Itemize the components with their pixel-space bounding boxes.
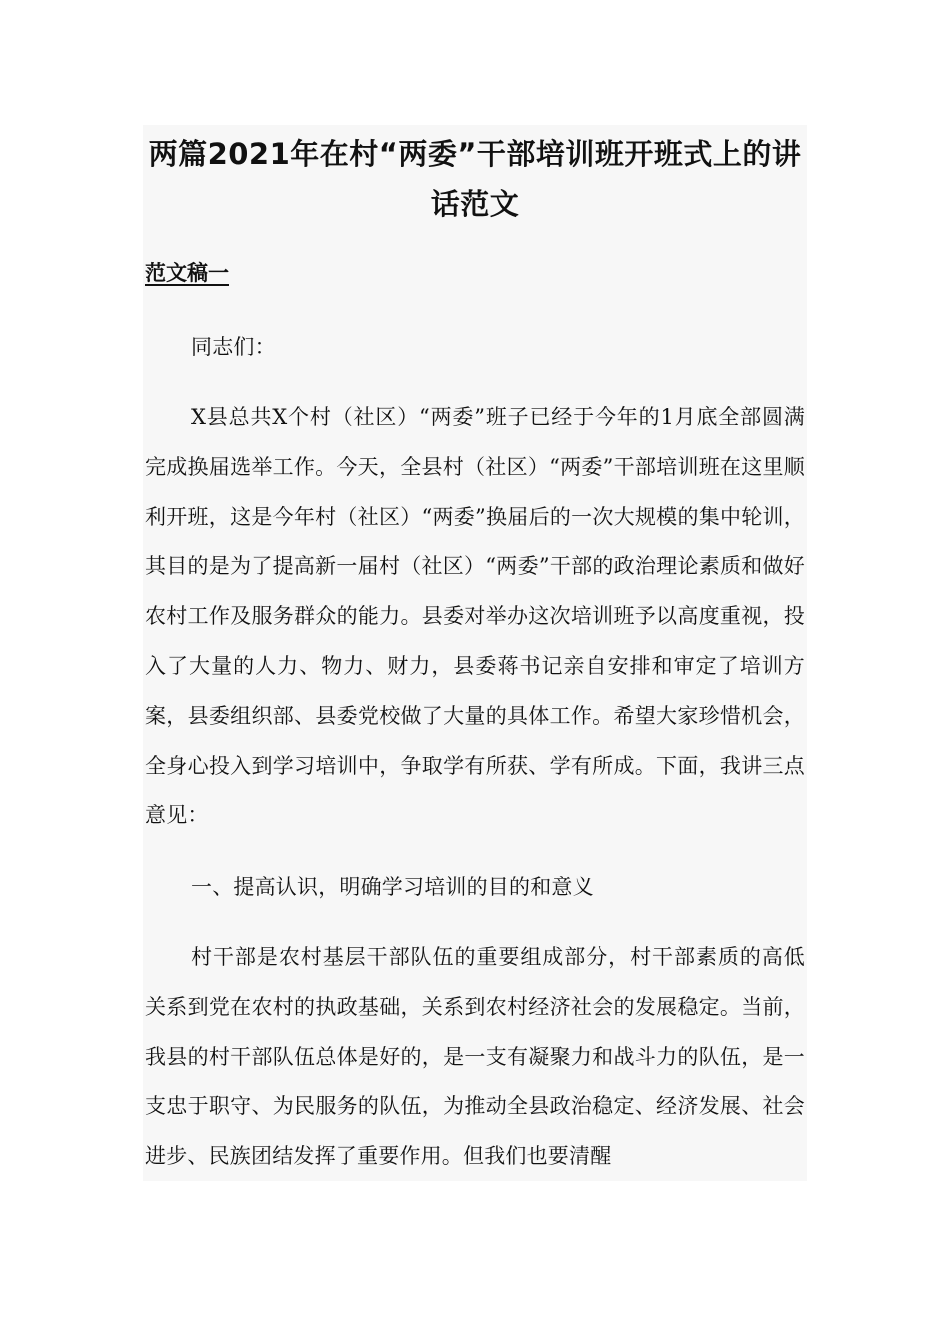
salutation: 同志们：	[191, 335, 276, 359]
paragraph-2: 村干部是农村基层干部队伍的重要组成部分，村干部素质的高低关系到党在农村的执政基础，关系到农村经济社会的发展稳定。当前，我县的村干部队伍总体是好的，是一支有凝聚力和战斗力的队伍，是一支忠于职守、为民服务的队伍，为推动全县政治稳定、经济发展、社会进步、民族团结发挥了重要作用。但我们也要清醒	[145, 945, 805, 1169]
paragraph-1: X县总共X个村（社区）“两委”班子已经于今年的1月底全部圆满完成换届选举工作。今天，全县村（社区）“两委”干部培训班在这里顺利开班，这是今年村（社区）“两委”换届后的一次大规模的集中轮训，其目的是为了提高新一届村（社区）“两委”干部的政治理论素质和做好农村工作及服务群众的能力。县委对举办这次培训班予以高度重视，投入了大量的人力、物力、财力，县委蒋书记亲自安排和审定了培训方案，县委组织部、县委党校做了大量的具体工作。希望大家珍惜机会，全身心投入到学习培训中，争取学有所获、学有所成。下面，我讲三点意见：	[145, 405, 805, 828]
section-heading-1: 一、提高认识，明确学习培训的目的和意义	[191, 875, 594, 899]
section-label: 范文稿一	[145, 261, 229, 285]
document-title: 两篇2021年在村“两委”干部培训班开班式上的讲话范文	[148, 137, 802, 221]
document-page	[143, 125, 807, 1181]
